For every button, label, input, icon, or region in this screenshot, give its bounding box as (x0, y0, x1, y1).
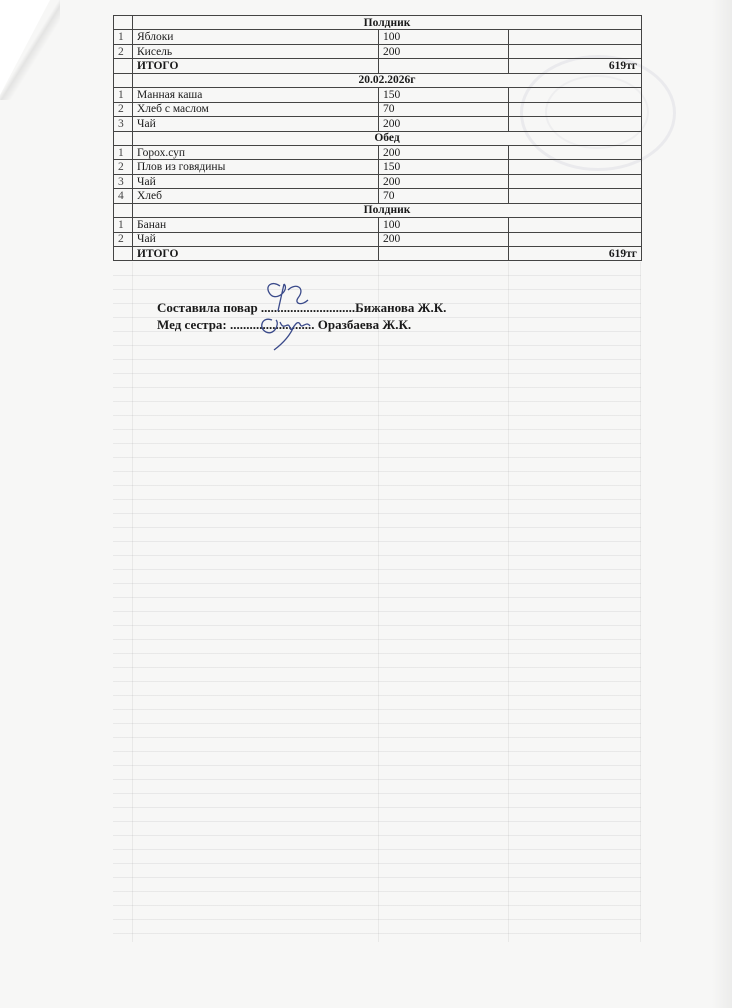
table-row (114, 44, 642, 58)
section-title: Полдник (133, 203, 642, 217)
dish-quantity: 70 (379, 102, 509, 116)
empty-cell (509, 145, 642, 159)
empty-cell (379, 59, 509, 73)
menu-table (113, 15, 642, 261)
row-number: 1 (114, 145, 133, 159)
dish-name: Хлеб (133, 189, 379, 203)
bleed-through-line (378, 262, 379, 942)
dish-quantity: 200 (379, 44, 509, 58)
empty-cell (509, 117, 642, 131)
table-row (114, 232, 642, 246)
section-title: Полдник (133, 16, 642, 30)
row-number: 1 (114, 88, 133, 102)
section-row (114, 131, 642, 145)
bleed-through-line (640, 262, 641, 942)
empty-cell (509, 102, 642, 116)
dish-name: Хлеб с маслом (133, 102, 379, 116)
empty-cell (509, 218, 642, 232)
total-price: 619тг (509, 247, 642, 261)
section-row (114, 203, 642, 217)
empty-cell (114, 131, 133, 145)
empty-cell (509, 44, 642, 58)
dish-quantity: 100 (379, 218, 509, 232)
section-row (114, 16, 642, 30)
empty-cell (509, 232, 642, 246)
total-price: 619тг (509, 59, 642, 73)
empty-cell (114, 203, 133, 217)
section-title: Обед (133, 131, 642, 145)
row-number: 4 (114, 189, 133, 203)
dish-quantity: 200 (379, 117, 509, 131)
row-number: 2 (114, 160, 133, 174)
section-row (114, 73, 642, 87)
row-number: 3 (114, 117, 133, 131)
dish-name: Плов из говядины (133, 160, 379, 174)
dish-name: Кисель (133, 44, 379, 58)
row-number: 2 (114, 232, 133, 246)
row-number: 1 (114, 30, 133, 44)
empty-cell (509, 160, 642, 174)
empty-cell (114, 247, 133, 261)
nurse-signature-line: Мед сестра: .......................... Оразбаева Ж.К. (157, 317, 412, 332)
table-row (114, 30, 642, 44)
menu-table-body (114, 16, 642, 261)
bleed-through-line (508, 262, 509, 942)
dish-name: Яблоки (133, 30, 379, 44)
empty-cell (509, 174, 642, 188)
dish-quantity: 200 (379, 145, 509, 159)
dish-name: Чай (133, 174, 379, 188)
table-row (114, 218, 642, 232)
table-row (114, 145, 642, 159)
row-number: 3 (114, 174, 133, 188)
row-number: 2 (114, 44, 133, 58)
cook-signature-line: Составила повар .............................Бижанова Ж.К. (157, 300, 447, 315)
table-row (114, 174, 642, 188)
bleed-through-grid (113, 262, 641, 942)
table-row (114, 160, 642, 174)
dish-quantity: 150 (379, 88, 509, 102)
dish-name: Чай (133, 117, 379, 131)
row-number: 1 (114, 218, 133, 232)
folded-corner (0, 0, 50, 95)
empty-cell (509, 88, 642, 102)
empty-cell (114, 73, 133, 87)
dish-quantity: 200 (379, 174, 509, 188)
dish-quantity: 200 (379, 232, 509, 246)
dish-name: Банан (133, 218, 379, 232)
empty-cell (114, 16, 133, 30)
paper-edge (712, 0, 732, 1008)
section-title: 20.02.2026г (133, 73, 642, 87)
dish-quantity: 70 (379, 189, 509, 203)
dish-name: Горох.суп (133, 145, 379, 159)
table-row (114, 102, 642, 116)
total-label: ИТОГО (133, 247, 379, 261)
empty-cell (509, 30, 642, 44)
table-row (114, 88, 642, 102)
total-row (114, 59, 642, 73)
handwritten-signature (250, 276, 320, 351)
total-row (114, 247, 642, 261)
dish-quantity: 100 (379, 30, 509, 44)
total-label: ИТОГО (133, 59, 379, 73)
bleed-through-line (132, 262, 133, 942)
row-number: 2 (114, 102, 133, 116)
dish-name: Чай (133, 232, 379, 246)
empty-cell (379, 247, 509, 261)
empty-cell (114, 59, 133, 73)
empty-cell (509, 189, 642, 203)
dish-quantity: 150 (379, 160, 509, 174)
dish-name: Манная каша (133, 88, 379, 102)
table-row (114, 189, 642, 203)
table-row (114, 117, 642, 131)
